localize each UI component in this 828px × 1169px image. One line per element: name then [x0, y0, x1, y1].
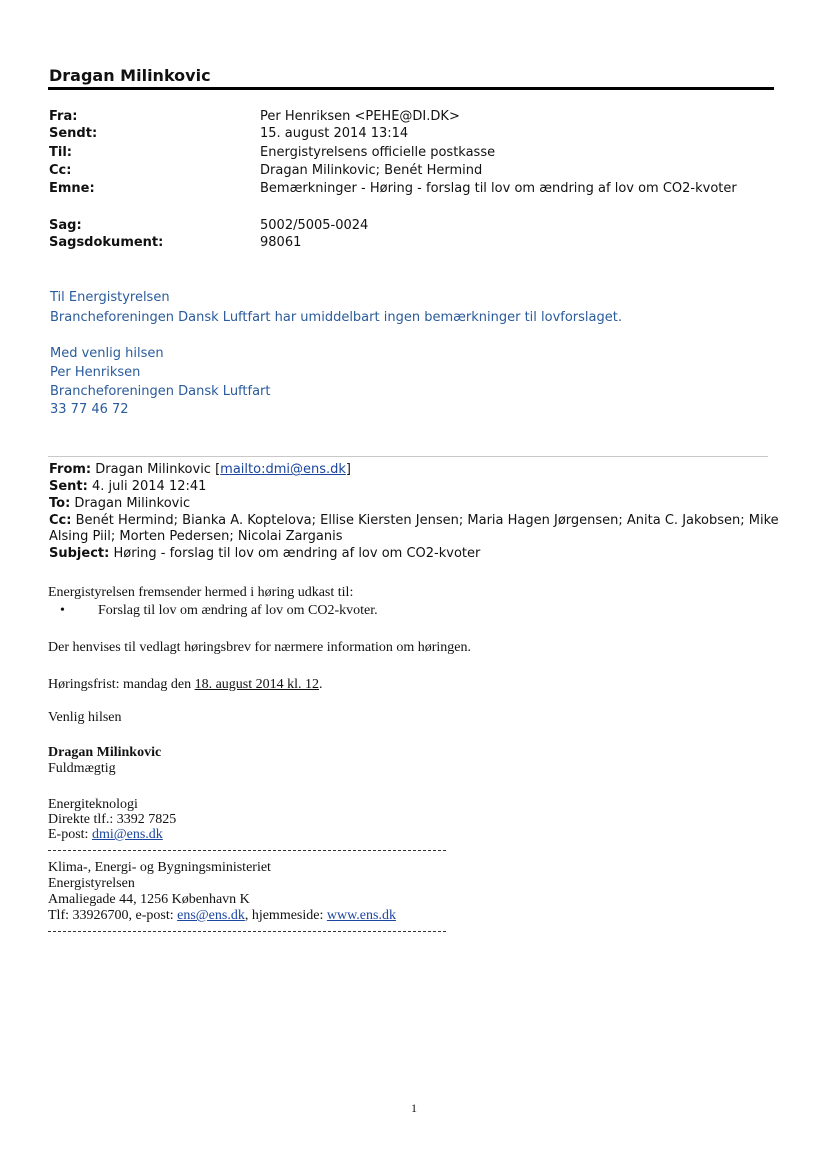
forward-to-line [49, 496, 190, 511]
forward-subject-label: Subject: [49, 546, 110, 561]
header-value-cc: Dragan Milinkovic; Benét Hermind [260, 163, 483, 178]
deadline-date: 18. august 2014 kl. 12 [194, 677, 320, 692]
header-value-sent: 15. august 2014 13:14 [260, 126, 409, 141]
letter-intro: Energistyrelsen fremsender hermed i høring udkast til: [48, 585, 354, 600]
page-number: 1 [411, 1101, 417, 1115]
forward-cc-value: Benét Hermind; Bianka A. Koptelova; Ellise Kiersten Jensen; Maria Hagen Jørgensen; Anita C. Jakobsen; Mike [75, 513, 779, 528]
header-label-subject: Emne: [49, 181, 95, 196]
reply-greeting: Til Energistyrelsen [50, 290, 170, 305]
forward-cc-label: Cc: [49, 513, 72, 528]
deadline-prefix: Høringsfrist: mandag den [48, 677, 195, 692]
letter-reference: Der henvises til vedlagt høringsbrev for nærmere information om høringen. [48, 640, 472, 655]
footer-agency: Energistyrelsen [48, 876, 135, 891]
dashed-divider-top [48, 850, 446, 851]
forward-from-line [49, 462, 351, 477]
footer-contact-line [48, 908, 396, 924]
case-document-value: 98061 [260, 235, 302, 250]
header-label-cc: Cc: [49, 163, 72, 178]
reply-name: Per Henriksen [50, 365, 141, 380]
header-rule [48, 87, 774, 90]
forward-sent-label: Sent: [49, 479, 88, 494]
forward-cc-line-2: Alsing Piil; Morten Pedersen; Nicolai Zarganis [49, 529, 343, 544]
forward-from-label: From: [49, 462, 92, 477]
deadline-suffix: . [319, 677, 323, 692]
reply-phone: 33 77 46 72 [50, 402, 129, 417]
header-value-subject: Bemærkninger - Høring - forslag til lov om ændring af lov om CO2-kvoter [260, 181, 737, 196]
reply-body: Brancheforeningen Dansk Luftfart har umiddelbart ingen bemærkninger til lovforslaget. [50, 310, 622, 325]
case-label: Sag: [49, 218, 82, 233]
header-value-from: Per Henriksen <PEHE@DI.DK> [260, 109, 460, 124]
header-value-to: Energistyrelsens officielle postkasse [260, 145, 496, 160]
header-label-sent: Sendt: [49, 126, 98, 141]
forward-cc-line [49, 513, 779, 528]
forward-from-mailto-link[interactable]: mailto:dmi@ens.dk [220, 462, 346, 477]
footer-website-link[interactable]: www.ens.dk [326, 908, 396, 923]
forward-to-value: Dragan Milinkovic [74, 496, 191, 511]
signature-department: Energiteknologi [48, 797, 138, 812]
footer-ministry: Klima-, Energi- og Bygningsministeriet [48, 860, 271, 875]
letter-bullet-item: Forslag til lov om ændring af lov om CO2-kvoter. [98, 603, 378, 618]
letter-deadline [48, 677, 323, 693]
forward-to-label: To: [49, 496, 71, 511]
reply-closing: Med venlig hilsen [50, 346, 164, 361]
forward-subject-value: Høring - forslag til lov om ændring af lov om CO2-kvoter [113, 546, 481, 561]
header-label-to: Til: [49, 145, 72, 160]
signature-email-prefix: E-post: [48, 827, 92, 842]
signature-name: Dragan Milinkovic [48, 745, 162, 760]
bullet-dot-icon: • [60, 603, 65, 618]
letter-regards: Venlig hilsen [48, 710, 122, 725]
reply-org: Brancheforeningen Dansk Luftfart [50, 384, 271, 399]
signature-direct-phone: Direkte tlf.: 3392 7825 [48, 812, 177, 827]
forward-from-close: ] [345, 462, 351, 477]
forward-subject-line [49, 546, 480, 561]
signature-email-link[interactable]: dmi@ens.dk [91, 827, 163, 842]
forward-sent-value: 4. juli 2014 12:41 [92, 479, 207, 494]
signature-title: Fuldmægtig [48, 761, 116, 776]
footer-address: Amaliegade 44, 1256 København K [48, 892, 250, 907]
forward-separator [48, 456, 768, 457]
footer-contact-mid: , hjemmeside: [244, 908, 327, 923]
case-value: 5002/5005-0024 [260, 218, 369, 233]
footer-contact-prefix: Tlf: 33926700, e-post: [48, 908, 178, 923]
signature-email-line [48, 827, 163, 843]
dashed-divider-bottom [48, 931, 446, 932]
header-label-from: Fra: [49, 109, 78, 124]
footer-email-link[interactable]: ens@ens.dk [177, 908, 245, 923]
forward-from-value: Dragan Milinkovic [ [95, 462, 221, 477]
document-owner-name: Dragan Milinkovic [49, 66, 211, 85]
forward-sent-line [49, 479, 206, 494]
case-document-label: Sagsdokument: [49, 235, 164, 250]
